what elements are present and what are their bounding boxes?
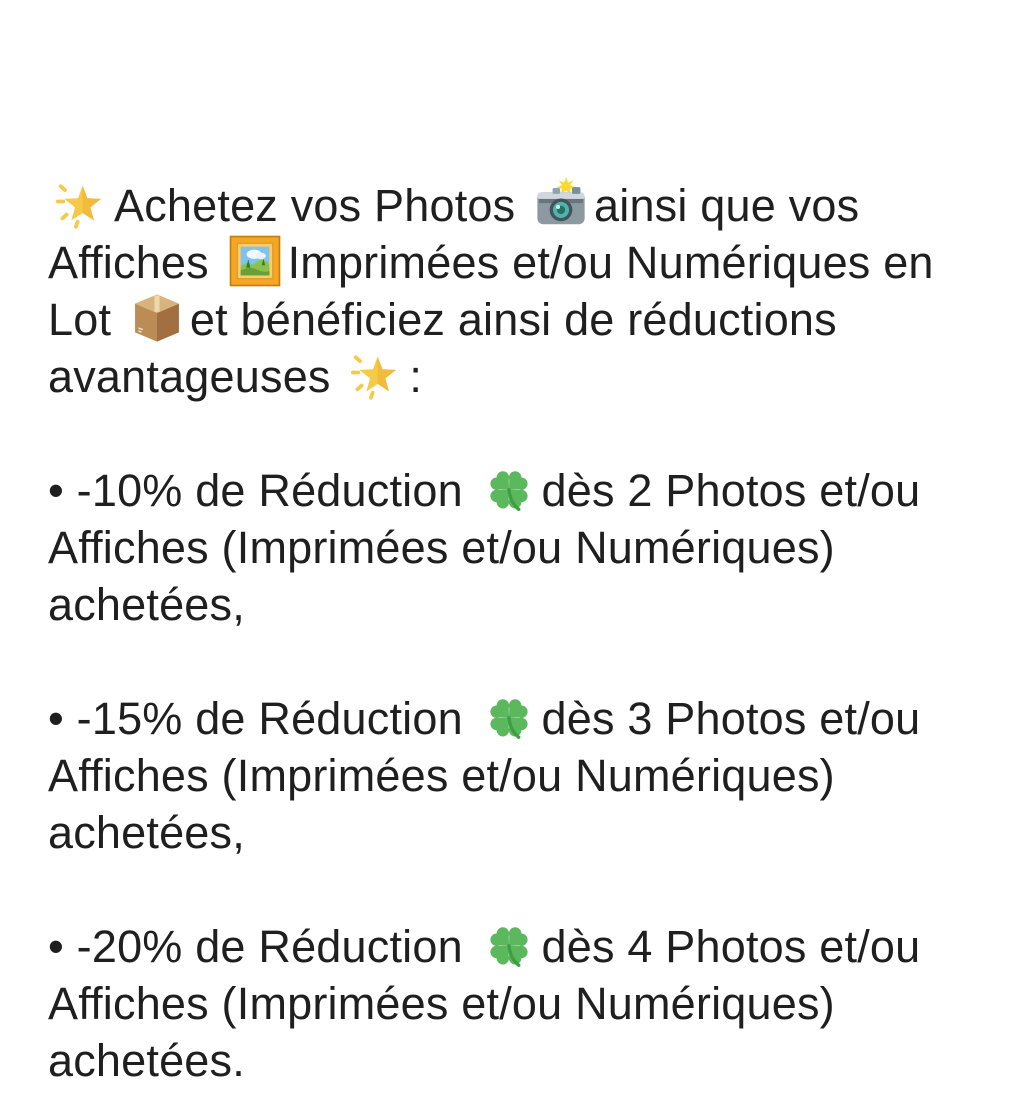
text-run: achetées.	[48, 1035, 245, 1086]
text-run: dès 4 Photos et/ou	[541, 921, 921, 972]
camera-flash-icon	[534, 177, 588, 231]
bullet-line-3	[48, 576, 988, 633]
text-run: • -10% de Réduction	[48, 465, 463, 516]
text-run: • -15% de Réduction	[48, 693, 463, 744]
bullet-line-2	[48, 747, 988, 804]
text-run: Imprimées et/ou Numériques en	[287, 237, 934, 288]
intro-paragraph	[48, 177, 988, 405]
discount-item-15	[48, 690, 988, 861]
text-run: et bénéficiez ainsi de réductions	[189, 294, 837, 345]
text-run: Affiches	[48, 237, 209, 288]
text-run: Affiches (Imprimées et/ou Numériques)	[48, 978, 835, 1029]
four-leaf-clover-icon	[482, 690, 536, 744]
bullet-line-2	[48, 519, 988, 576]
four-leaf-clover-icon	[482, 462, 536, 516]
intro-line-1	[48, 177, 988, 234]
discount-item-10	[48, 462, 988, 633]
package-icon	[130, 291, 184, 345]
text-run: ainsi que vos	[594, 180, 860, 231]
intro-line-2	[48, 234, 988, 291]
text-run: • -20% de Réduction	[48, 921, 463, 972]
bullet-line-1	[48, 918, 988, 975]
text-run: achetées,	[48, 807, 245, 858]
text-run: Affiches (Imprimées et/ou Numériques)	[48, 750, 835, 801]
glowing-star-icon	[54, 177, 108, 231]
bullet-line-3	[48, 1032, 988, 1089]
text-run: dès 2 Photos et/ou	[541, 465, 921, 516]
bullet-line-2	[48, 975, 988, 1032]
glowing-star-icon	[349, 348, 403, 402]
text-run: Lot	[48, 294, 112, 345]
bullet-line-3	[48, 804, 988, 861]
text-run: avantageuses	[48, 351, 331, 402]
discount-item-20	[48, 918, 988, 1089]
text-run: dès 3 Photos et/ou	[541, 693, 921, 744]
bullet-line-1	[48, 690, 988, 747]
bullet-line-1	[48, 462, 988, 519]
framed-picture-icon	[228, 234, 282, 288]
four-leaf-clover-icon	[482, 918, 536, 972]
text-run: Affiches (Imprimées et/ou Numériques)	[48, 522, 835, 573]
intro-line-3	[48, 291, 988, 348]
text-run: :	[409, 351, 423, 402]
text-run: Achetez vos Photos	[114, 180, 516, 231]
intro-line-4	[48, 348, 988, 405]
text-run: achetées,	[48, 579, 245, 630]
